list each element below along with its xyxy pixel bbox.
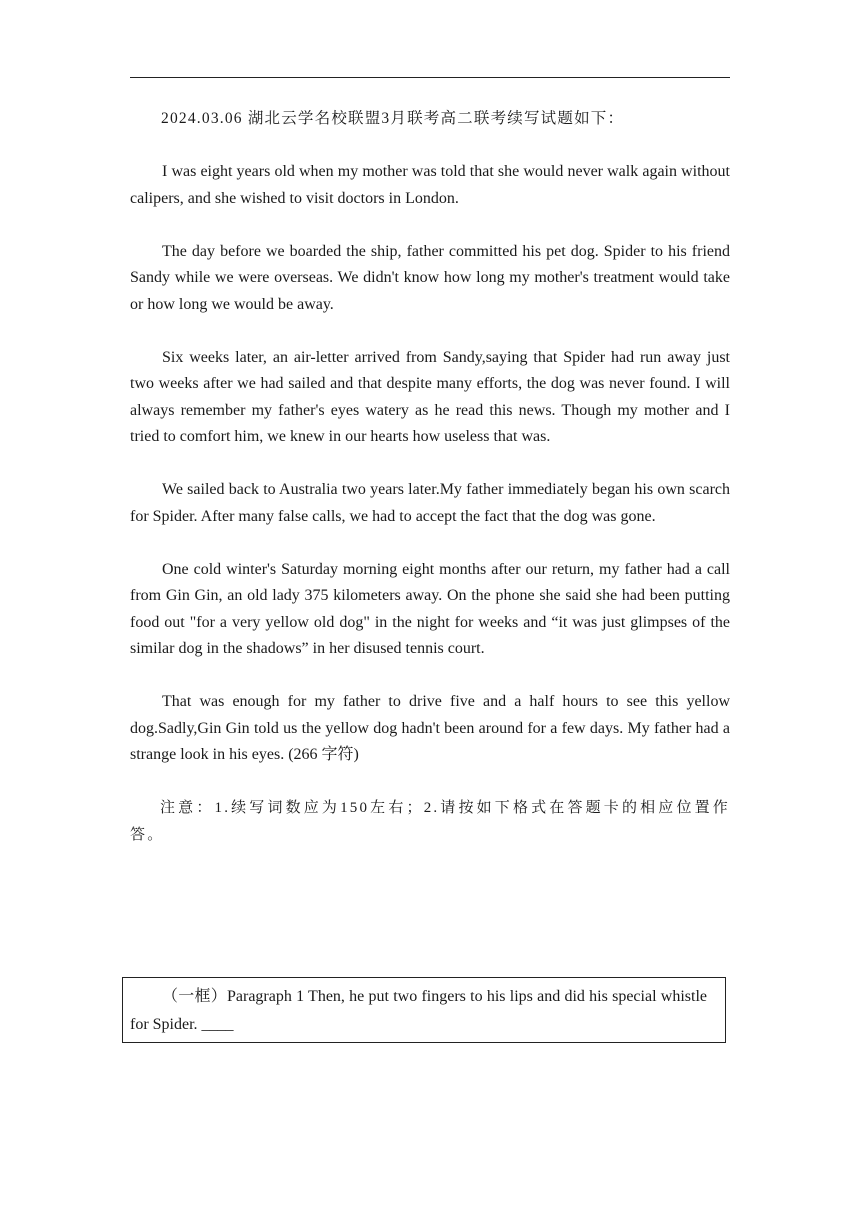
instructions-notice: 注意：1.续写词数应为150左右；2.请按如下格式在答题卡的相应位置作答。: [130, 800, 730, 843]
spacer: [130, 451, 730, 478]
answer-format-box: [122, 977, 726, 1043]
answer-prompt: （一框）Paragraph 1 Then, he put two fingers to his lips and did his special whistle for Spider. ____: [130, 988, 707, 1033]
document-title: 2024.03.06 湖北云学名校联盟3月联考高二联考续写试题如下：: [161, 110, 625, 127]
story-paragraph-4: We sailed back to Australia two years later.My father immediately began his own scarch for Spider. After many false calls, we had to accept the fact that the dog was gone.: [130, 481, 730, 525]
spacer: [130, 769, 730, 796]
story-paragraph-3: Six weeks later, an air-letter arrived from Sandy,saying that Spider had run away just two weeks after we had sailed and that despite many efforts, the dog was never found. I will always remember my father's eyes watery as he read this news. Though my mother and I tried to comfort him, we knew in our hearts how useless that was.: [130, 348, 730, 445]
story-paragraph-1: I was eight years old when my mother was told that she would never walk again without calipers, and she wished to visit doctors in London.: [130, 163, 730, 207]
spacer: [130, 133, 730, 160]
story-paragraph-6: That was enough for my father to drive five and a half hours to see this yellow dog.Sadly,Gin Gin told us the yellow dog hadn't been around for a few days. My father had a strange look in his eyes. (266 字符): [130, 693, 730, 763]
spacer: [130, 318, 730, 345]
spacer: [130, 530, 730, 557]
story-paragraph-2: The day before we boarded the ship, father committed his pet dog. Spider to his friend Sandy while we were overseas. We didn't know how long my mother's treatment would take or how long we would be away.: [130, 242, 730, 313]
header-rule: [130, 77, 730, 78]
story-paragraph-5: One cold winter's Saturday morning eight months after our return, my father had a call from Gin Gin, an old lady 375 kilometers away. On the phone she said she had been putting food out "for a very yellow old dog" in the night for weeks and “it was just glimpses of the similar dog in the shadows” in her disused tennis court.: [130, 560, 730, 657]
spacer: [130, 663, 730, 690]
spacer: [130, 212, 730, 239]
document-body: [130, 106, 730, 848]
